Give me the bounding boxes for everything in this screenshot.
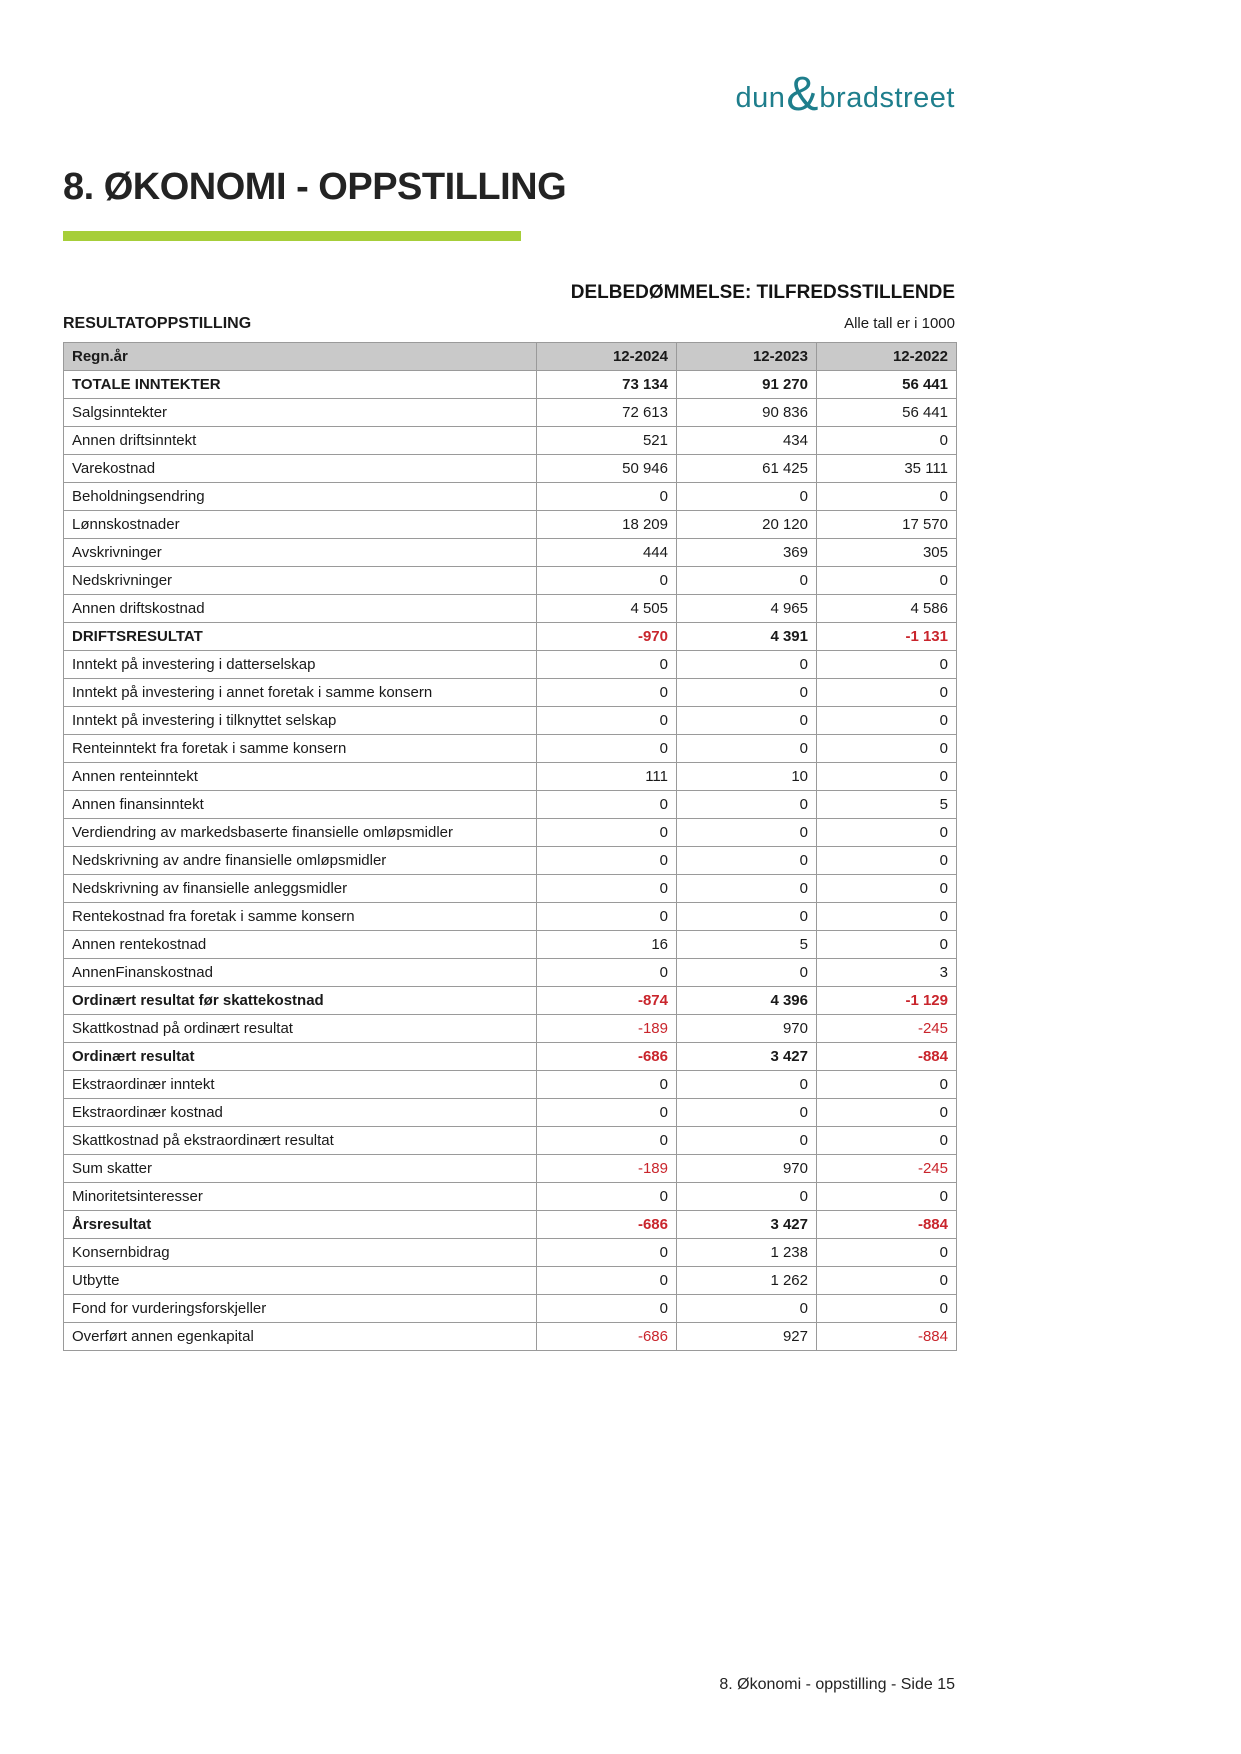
row-value: 0 <box>817 483 957 511</box>
row-value: 111 <box>537 763 677 791</box>
row-value: 0 <box>537 483 677 511</box>
row-value: 3 427 <box>677 1211 817 1239</box>
row-value: 0 <box>817 679 957 707</box>
table-row <box>64 1211 957 1239</box>
row-value: 0 <box>537 735 677 763</box>
row-label: Salgsinntekter <box>64 399 537 427</box>
row-label: Beholdningsendring <box>64 483 537 511</box>
row-value: 0 <box>817 1071 957 1099</box>
row-value: 56 441 <box>817 399 957 427</box>
row-value: 0 <box>677 651 817 679</box>
row-value: -874 <box>537 987 677 1015</box>
row-label: Ordinært resultat <box>64 1043 537 1071</box>
row-label: Rentekostnad fra foretak i samme konsern <box>64 903 537 931</box>
table-row <box>64 959 957 987</box>
row-value: 4 391 <box>677 623 817 651</box>
table-row <box>64 399 957 427</box>
row-value: 0 <box>817 567 957 595</box>
table-row <box>64 819 957 847</box>
row-value: 0 <box>537 959 677 987</box>
section-title: RESULTATOPPSTILLING <box>63 315 252 332</box>
row-value: 0 <box>677 819 817 847</box>
logo-ampersand-icon: & <box>786 68 819 121</box>
row-value: 16 <box>537 931 677 959</box>
logo-text-dun: dun <box>735 82 786 114</box>
row-label: Avskrivninger <box>64 539 537 567</box>
row-label: Utbytte <box>64 1267 537 1295</box>
row-value: 0 <box>537 903 677 931</box>
row-label: Inntekt på investering i annet foretak i samme konsern <box>64 679 537 707</box>
row-label: Annen driftskostnad <box>64 595 537 623</box>
row-label: Ekstraordinær kostnad <box>64 1099 537 1127</box>
row-value: 0 <box>677 1295 817 1323</box>
table-row <box>64 763 957 791</box>
row-value: 5 <box>677 931 817 959</box>
row-label: Fond for vurderingsforskjeller <box>64 1295 537 1323</box>
row-value: 0 <box>537 707 677 735</box>
row-value: -189 <box>537 1155 677 1183</box>
column-header-period-2022: 12-2022 <box>817 343 957 371</box>
row-label: Konsernbidrag <box>64 1239 537 1267</box>
row-label: Verdiendring av markedsbaserte finansielle omløpsmidler <box>64 819 537 847</box>
row-label: Overført annen egenkapital <box>64 1323 537 1351</box>
row-value: -189 <box>537 1015 677 1043</box>
row-value: 17 570 <box>817 511 957 539</box>
page-footer: 8. Økonomi - oppstilling - Side 15 <box>719 1676 955 1693</box>
title-accent-bar <box>63 231 521 241</box>
row-label: Nedskrivninger <box>64 567 537 595</box>
row-value: 0 <box>817 651 957 679</box>
row-value: 0 <box>817 1099 957 1127</box>
table-row <box>64 595 957 623</box>
table-row <box>64 707 957 735</box>
row-value: 3 427 <box>677 1043 817 1071</box>
row-value: 0 <box>817 1183 957 1211</box>
row-value: 18 209 <box>537 511 677 539</box>
row-value: 5 <box>817 791 957 819</box>
row-value: 0 <box>677 1071 817 1099</box>
table-row <box>64 1267 957 1295</box>
income-statement-table <box>63 342 957 1351</box>
row-value: -884 <box>817 1043 957 1071</box>
row-value: 0 <box>817 735 957 763</box>
row-value: 0 <box>677 903 817 931</box>
row-label: Nedskrivning av finansielle anleggsmidler <box>64 875 537 903</box>
row-value: 4 965 <box>677 595 817 623</box>
row-value: 970 <box>677 1155 817 1183</box>
table-row <box>64 987 957 1015</box>
row-value: 927 <box>677 1323 817 1351</box>
row-value: 0 <box>677 791 817 819</box>
row-label: Årsresultat <box>64 1211 537 1239</box>
row-value: 0 <box>677 1183 817 1211</box>
row-value: 0 <box>817 763 957 791</box>
row-value: 0 <box>677 1127 817 1155</box>
row-value: 0 <box>537 1267 677 1295</box>
row-value: 305 <box>817 539 957 567</box>
table-row <box>64 539 957 567</box>
row-value: 0 <box>537 791 677 819</box>
table-row <box>64 651 957 679</box>
row-value: 0 <box>537 679 677 707</box>
row-value: 0 <box>537 651 677 679</box>
row-label: Varekostnad <box>64 455 537 483</box>
row-label: AnnenFinanskostnad <box>64 959 537 987</box>
row-value: 56 441 <box>817 371 957 399</box>
row-value: 0 <box>677 483 817 511</box>
row-label: Sum skatter <box>64 1155 537 1183</box>
row-label: Ekstraordinær inntekt <box>64 1071 537 1099</box>
logo-text-bradstreet: bradstreet <box>819 82 955 114</box>
row-value: 0 <box>817 1295 957 1323</box>
row-value: 369 <box>677 539 817 567</box>
row-value: 4 505 <box>537 595 677 623</box>
row-value: 73 134 <box>537 371 677 399</box>
row-value: 0 <box>677 735 817 763</box>
row-label: Annen rentekostnad <box>64 931 537 959</box>
row-value: 20 120 <box>677 511 817 539</box>
table-row <box>64 875 957 903</box>
row-value: 1 238 <box>677 1239 817 1267</box>
table-row <box>64 1071 957 1099</box>
table-row <box>64 847 957 875</box>
row-label: Minoritetsinteresser <box>64 1183 537 1211</box>
table-row <box>64 1043 957 1071</box>
row-value: -884 <box>817 1211 957 1239</box>
table-row <box>64 1183 957 1211</box>
table-row <box>64 1099 957 1127</box>
table-row <box>64 511 957 539</box>
row-value: 0 <box>677 679 817 707</box>
table-row <box>64 483 957 511</box>
row-value: 1 262 <box>677 1267 817 1295</box>
row-value: 0 <box>537 1183 677 1211</box>
row-value: 0 <box>677 1099 817 1127</box>
row-value: -970 <box>537 623 677 651</box>
table-row <box>64 1127 957 1155</box>
row-value: 0 <box>817 903 957 931</box>
table-row <box>64 567 957 595</box>
row-value: -245 <box>817 1155 957 1183</box>
row-value: 90 836 <box>677 399 817 427</box>
row-value: 0 <box>537 875 677 903</box>
table-row <box>64 735 957 763</box>
row-label: TOTALE INNTEKTER <box>64 371 537 399</box>
table-row <box>64 679 957 707</box>
table-row <box>64 371 957 399</box>
column-header-label: Regn.år <box>64 343 537 371</box>
row-label: DRIFTSRESULTAT <box>64 623 537 651</box>
table-row <box>64 1323 957 1351</box>
row-value: 0 <box>677 847 817 875</box>
row-value: 0 <box>817 427 957 455</box>
table-body <box>64 371 957 1351</box>
row-value: 50 946 <box>537 455 677 483</box>
brand-logo <box>735 68 955 121</box>
row-label: Ordinært resultat før skattekostnad <box>64 987 537 1015</box>
column-header-period-2024: 12-2024 <box>537 343 677 371</box>
row-label: Annen renteinntekt <box>64 763 537 791</box>
table-row <box>64 1155 957 1183</box>
table-row <box>64 623 957 651</box>
row-label: Skattkostnad på ekstraordinært resultat <box>64 1127 537 1155</box>
row-value: 35 111 <box>817 455 957 483</box>
row-value: 0 <box>677 959 817 987</box>
row-value: 0 <box>537 819 677 847</box>
row-value: 970 <box>677 1015 817 1043</box>
row-value: 0 <box>537 847 677 875</box>
row-value: 0 <box>817 1267 957 1295</box>
row-value: 0 <box>817 1239 957 1267</box>
row-value: 0 <box>537 1295 677 1323</box>
row-value: 72 613 <box>537 399 677 427</box>
row-value: -245 <box>817 1015 957 1043</box>
row-value: 521 <box>537 427 677 455</box>
row-value: 91 270 <box>677 371 817 399</box>
units-note: Alle tall er i 1000 <box>844 315 955 332</box>
row-value: 0 <box>817 707 957 735</box>
table-row <box>64 1015 957 1043</box>
row-value: 0 <box>677 875 817 903</box>
row-value: -884 <box>817 1323 957 1351</box>
row-value: 0 <box>817 875 957 903</box>
row-label: Renteinntekt fra foretak i samme konsern <box>64 735 537 763</box>
page-title: 8. ØKONOMI - OPPSTILLING <box>63 166 567 208</box>
row-label: Annen finansinntekt <box>64 791 537 819</box>
row-value: 0 <box>817 819 957 847</box>
table-row <box>64 931 957 959</box>
row-value: 0 <box>817 847 957 875</box>
row-value: -686 <box>537 1323 677 1351</box>
row-label: Skattkostnad på ordinært resultat <box>64 1015 537 1043</box>
row-label: Lønnskostnader <box>64 511 537 539</box>
row-value: -1 129 <box>817 987 957 1015</box>
table-row <box>64 427 957 455</box>
column-header-period-2023: 12-2023 <box>677 343 817 371</box>
row-value: -686 <box>537 1211 677 1239</box>
row-value: 444 <box>537 539 677 567</box>
table-row <box>64 791 957 819</box>
row-value: 0 <box>817 931 957 959</box>
row-value: 4 396 <box>677 987 817 1015</box>
row-value: 3 <box>817 959 957 987</box>
row-value: -1 131 <box>817 623 957 651</box>
row-value: -686 <box>537 1043 677 1071</box>
assessment-label: DELBEDØMMELSE: TILFREDSSTILLENDE <box>570 282 955 303</box>
row-label: Inntekt på investering i datterselskap <box>64 651 537 679</box>
row-label: Inntekt på investering i tilknyttet selskap <box>64 707 537 735</box>
row-value: 0 <box>537 1099 677 1127</box>
table-row <box>64 903 957 931</box>
row-value: 0 <box>537 1239 677 1267</box>
row-value: 0 <box>537 1127 677 1155</box>
table-header-row <box>64 343 957 371</box>
row-value: 0 <box>537 1071 677 1099</box>
table-row <box>64 1239 957 1267</box>
row-value: 61 425 <box>677 455 817 483</box>
row-value: 4 586 <box>817 595 957 623</box>
row-value: 10 <box>677 763 817 791</box>
row-label: Annen driftsinntekt <box>64 427 537 455</box>
row-value: 434 <box>677 427 817 455</box>
row-value: 0 <box>537 567 677 595</box>
row-value: 0 <box>677 567 817 595</box>
row-value: 0 <box>677 707 817 735</box>
row-value: 0 <box>817 1127 957 1155</box>
table-row <box>64 455 957 483</box>
row-label: Nedskrivning av andre finansielle omløpsmidler <box>64 847 537 875</box>
table-row <box>64 1295 957 1323</box>
